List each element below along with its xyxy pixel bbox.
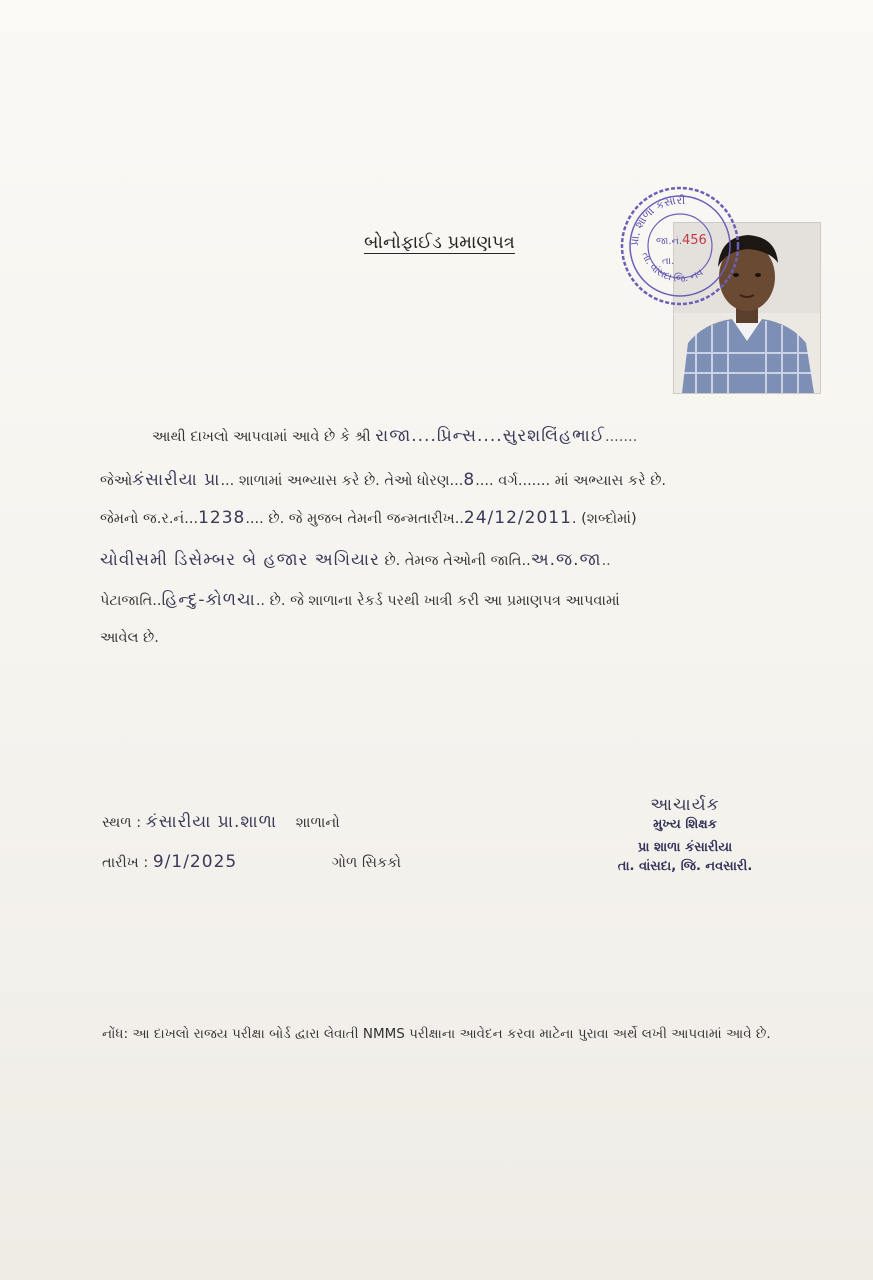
signature-scribble: આચાર્યક bbox=[650, 795, 720, 815]
body-line-2 bbox=[100, 470, 666, 490]
body-line-5-suffix: .. છે. જે શાળાના રેકર્ડ પરથી ખાત્રી કરી આ પ્રમાણપત્ર આપવામાં bbox=[255, 593, 620, 609]
body-line-1-dots: ....... bbox=[604, 429, 638, 445]
place-row bbox=[102, 812, 340, 832]
subcaste: હિન્દુ-કોળચા bbox=[161, 590, 256, 610]
date-of-birth: 24/12/2011 bbox=[463, 508, 572, 528]
place-label: સ્થળ : bbox=[102, 815, 142, 831]
stamp-date-label: તા. bbox=[662, 256, 675, 267]
stamp-text-bottom: તા. વાંસદા જિ. નવ bbox=[639, 250, 706, 285]
body-line-3-prefix: જેમનો જ.ર.નં... bbox=[100, 511, 199, 527]
body-line-3 bbox=[100, 508, 637, 528]
body-line-5 bbox=[100, 590, 620, 610]
date-label: તારીખ : bbox=[102, 855, 149, 871]
body-line-1-prefix: આથી દાખલો આપવામાં આવે છે કે શ્રી bbox=[152, 429, 371, 445]
body-line-4 bbox=[100, 550, 611, 570]
date-value: 9/1/2025 bbox=[152, 852, 238, 872]
signature-block bbox=[590, 795, 780, 874]
date-suffix: ગોળ સિકકો bbox=[331, 855, 402, 871]
certificate-title: બોનોફાઈડ પ્રમાણપત્ર bbox=[364, 232, 515, 253]
signature-title: મુખ્ય શિક્ષક bbox=[653, 817, 717, 832]
body-line-1 bbox=[152, 426, 637, 446]
body-line-2-prefix: જેઓ bbox=[100, 473, 133, 489]
standard: 8 bbox=[463, 470, 476, 490]
signature-school: પ્રા શાળા કંસારીયા bbox=[637, 840, 733, 855]
stamp-text-top: પ્રા. શાળા કંસારી bbox=[627, 193, 686, 247]
body-line-2-suffix: .... વર્ગ....... માં અભ્યાસ કરે છે. bbox=[475, 473, 667, 489]
stamp-no-value: 456 bbox=[682, 233, 707, 248]
stamp-no-label: જા.નં. bbox=[656, 236, 683, 247]
body-line-4-dots: .. bbox=[601, 553, 611, 569]
school-stamp bbox=[618, 184, 742, 308]
body-line-3-suffix: . (શબ્દોમાં) bbox=[571, 511, 637, 527]
caste: અ.જ.જા bbox=[530, 550, 602, 570]
body-line-6: આવેલ છે. bbox=[100, 630, 159, 646]
stamp-graphic bbox=[618, 184, 742, 308]
note-text: નોંધ: આ દાખલો રાજય પરીક્ષા બોર્ડ દ્વારા લેવાતી NMMS પરીક્ષાના આવેદન કરવા માટેના પુરાવા અર્થે લખી આપવામાં આવે છે. bbox=[102, 1026, 771, 1042]
student-name: રાજા....પ્રિન્સ....સુરશલિંહભાઈ bbox=[375, 426, 605, 446]
body-line-5-prefix: પેટાજાતિ.. bbox=[100, 593, 162, 609]
body-line-4-mid: છે. તેમજ તેઓની જાતિ.. bbox=[379, 553, 531, 569]
school-name: કંસારીયા પ્રા bbox=[132, 470, 221, 490]
date-row bbox=[102, 852, 401, 872]
signature-address: તા. વાંસદા, જિ. નવસારી. bbox=[617, 859, 753, 874]
dob-in-words: ચોવીસમી ડિસેમ્બર બે હજાર અગિયાર bbox=[100, 550, 380, 570]
place-value: કંસારીયા પ્રા.શાળા bbox=[145, 812, 278, 832]
body-line-2-mid: ... શાળામાં અભ્યાસ કરે છે. તેઓ ધોરણ... bbox=[220, 473, 464, 489]
place-suffix: શાળાનો bbox=[295, 815, 340, 831]
registration-number: 1238 bbox=[198, 508, 246, 528]
body-line-3-mid: .... છે. જે મુજબ તેમની જન્મતારીખ.. bbox=[245, 511, 464, 527]
